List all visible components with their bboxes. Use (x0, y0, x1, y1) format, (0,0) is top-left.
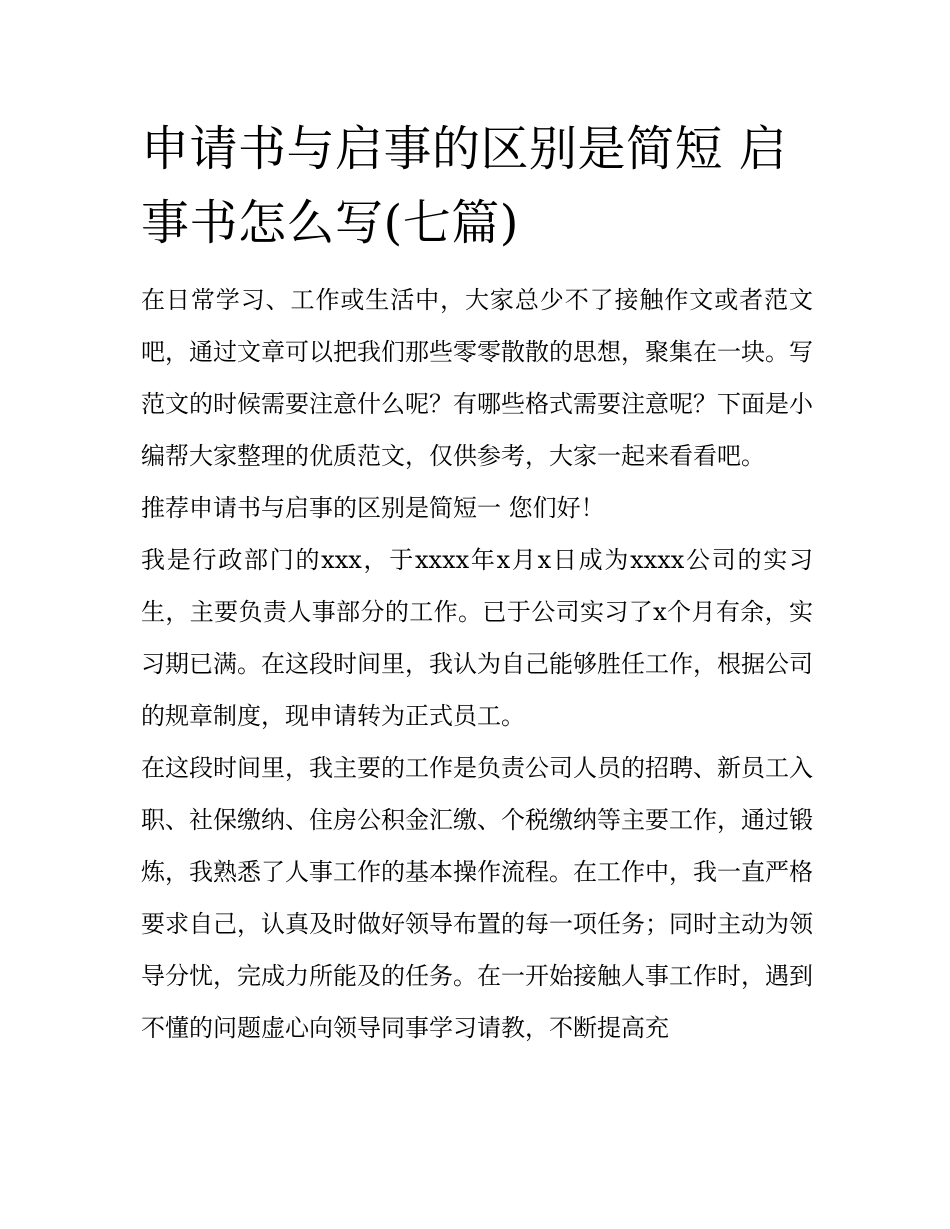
application-paragraph: 我是行政部门的xxx，于xxxx年x月x日成为xxxx公司的实习生，主要负责人事部分的工作。已于公司实习了x个月有余，实习期已满。在这段时间里，我认为自己能够胜任工作，根据公司的规章制度，现申请转为正式员工。 (141, 546, 813, 730)
title-spacing (141, 260, 813, 274)
greeting-paragraph: 推荐申请书与启事的区别是简短一 您们好！ (141, 494, 605, 522)
intro-paragraph: 在日常学习、工作或生活中，大家总少不了接触作文或者范文吧，通过文章可以把我们那些零零散散的思想，聚集在一块。写范文的时候需要注意什么呢？有哪些格式需要注意呢？下面是小编帮大家整理的优质范文，仅供参考，大家一起来看看吧。 (141, 286, 813, 470)
work-summary-paragraph: 在这段时间里，我主要的工作是负责公司人员的招聘、新员工入职、社保缴纳、住房公积金汇缴、个税缴纳等主要工作，通过锻炼，我熟悉了人事工作的基本操作流程。在工作中，我一直严格要求自己，认真及时做好领导布置的每一项任务；同时主动为领导分忧，完成力所能及的任务。在一开始接触人事工作时，遇到不懂的问题虚心向领导同事学习请教，不断提高充 (141, 754, 813, 1042)
document-content (141, 112, 813, 1054)
document-title: 申请书与启事的区别是简短 启事书怎么写(七篇) (141, 121, 788, 251)
